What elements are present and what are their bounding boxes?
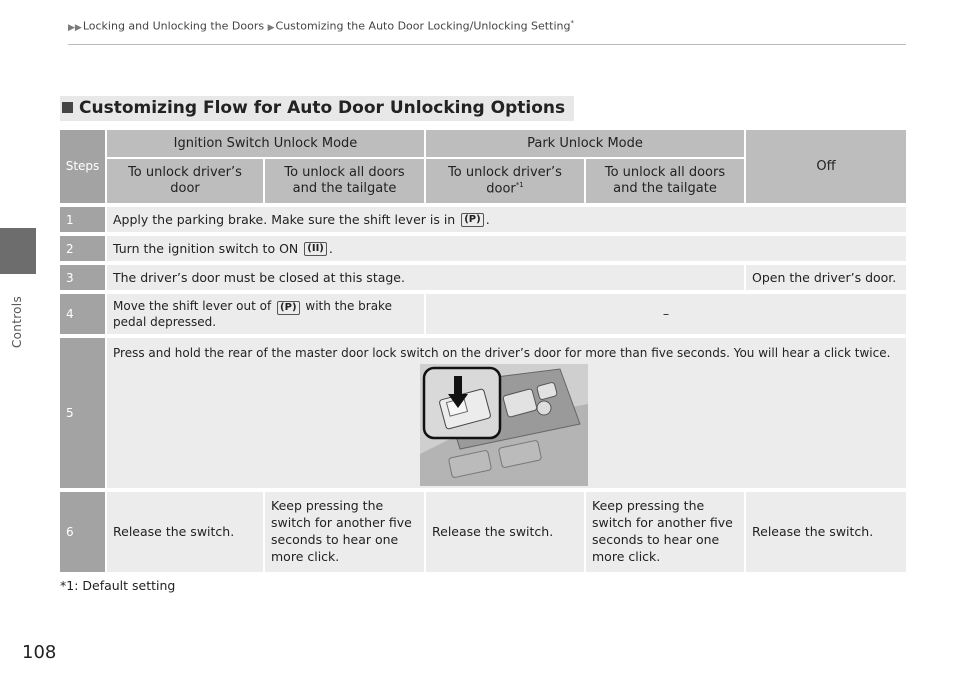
step-number-3: 3 bbox=[60, 265, 105, 290]
step-6-park-driver: Release the switch. bbox=[426, 492, 584, 572]
park-position-key: ( P ) bbox=[461, 213, 484, 227]
ignition-on-key: ( II ) bbox=[304, 242, 327, 256]
step-1-text: Apply the parking brake. Make sure the shift lever is in ( P ) . bbox=[107, 207, 906, 232]
off-header: Off bbox=[746, 130, 906, 203]
step-number-5: 5 bbox=[60, 338, 105, 488]
chapter-label: Controls bbox=[10, 296, 24, 349]
step-number-2: 2 bbox=[60, 236, 105, 261]
option-mark: * bbox=[570, 19, 574, 27]
step-6-park-all: Keep pressing the switch for another five seconds to hear one more click. bbox=[586, 492, 744, 572]
arrow-right-icon: ▶ bbox=[267, 22, 275, 33]
step-3-off-text: Open the driver’s door. bbox=[746, 265, 906, 290]
header-rule bbox=[68, 44, 906, 45]
page-number: 108 bbox=[22, 642, 57, 663]
step-number-1: 1 bbox=[60, 207, 105, 232]
step-3-text: The driver’s door must be closed at this stage. bbox=[107, 265, 744, 290]
footnote-marker: *1 bbox=[515, 180, 524, 189]
ignition-switch-unlock-header: Ignition Switch Unlock Mode bbox=[107, 130, 424, 157]
step-number-4: 4 bbox=[60, 294, 105, 334]
park-unlock-header: Park Unlock Mode bbox=[426, 130, 744, 157]
subheader-park-driver: To unlock driver’s door$^{*1}$ bbox=[426, 159, 584, 203]
subheader-ignition-all: To unlock all doors and the tailgate bbox=[265, 159, 424, 203]
chapter-tab bbox=[0, 228, 36, 274]
footnote: *1: Default setting bbox=[60, 578, 176, 593]
step-6-ignition-all: Keep pressing the switch for another five seconds to hear one more click. bbox=[265, 492, 424, 572]
breadcrumb-part-1[interactable]: Locking and Unlocking the Doors bbox=[82, 19, 265, 33]
breadcrumb-part-2[interactable]: Customizing the Auto Door Locking/Unlocking Setting bbox=[275, 19, 571, 33]
step-4-text: Move the shift lever out of ( P ) with the brake pedal depressed. bbox=[107, 294, 424, 334]
step-5-text: Press and hold the rear of the master door lock switch on the driver’s door for more than five seconds. You will hear a click twice. bbox=[107, 338, 906, 488]
square-bullet-icon bbox=[62, 102, 73, 113]
section-heading bbox=[60, 96, 574, 121]
arrow-right-icon: ▶▶ bbox=[68, 22, 82, 33]
step-number-6: 6 bbox=[60, 492, 105, 572]
breadcrumb bbox=[68, 19, 574, 33]
door-switch-drawing bbox=[420, 364, 588, 486]
door-lock-switch-illustration bbox=[420, 364, 588, 486]
steps-header: Steps bbox=[60, 130, 105, 203]
subheader-ignition-driver: To unlock driver’s door bbox=[107, 159, 263, 203]
park-position-key: ( P ) bbox=[277, 301, 300, 315]
step-6-ignition-driver: Release the switch. bbox=[107, 492, 263, 572]
step-6-off: Release the switch. bbox=[746, 492, 906, 572]
subheader-park-all: To unlock all doors and the tailgate bbox=[586, 159, 744, 203]
section-title: Customizing Flow for Auto Door Unlocking Options bbox=[79, 98, 566, 118]
step-2-text: Turn the ignition switch to ON ( II ) . bbox=[107, 236, 906, 261]
step-4-dash: – bbox=[426, 294, 906, 334]
